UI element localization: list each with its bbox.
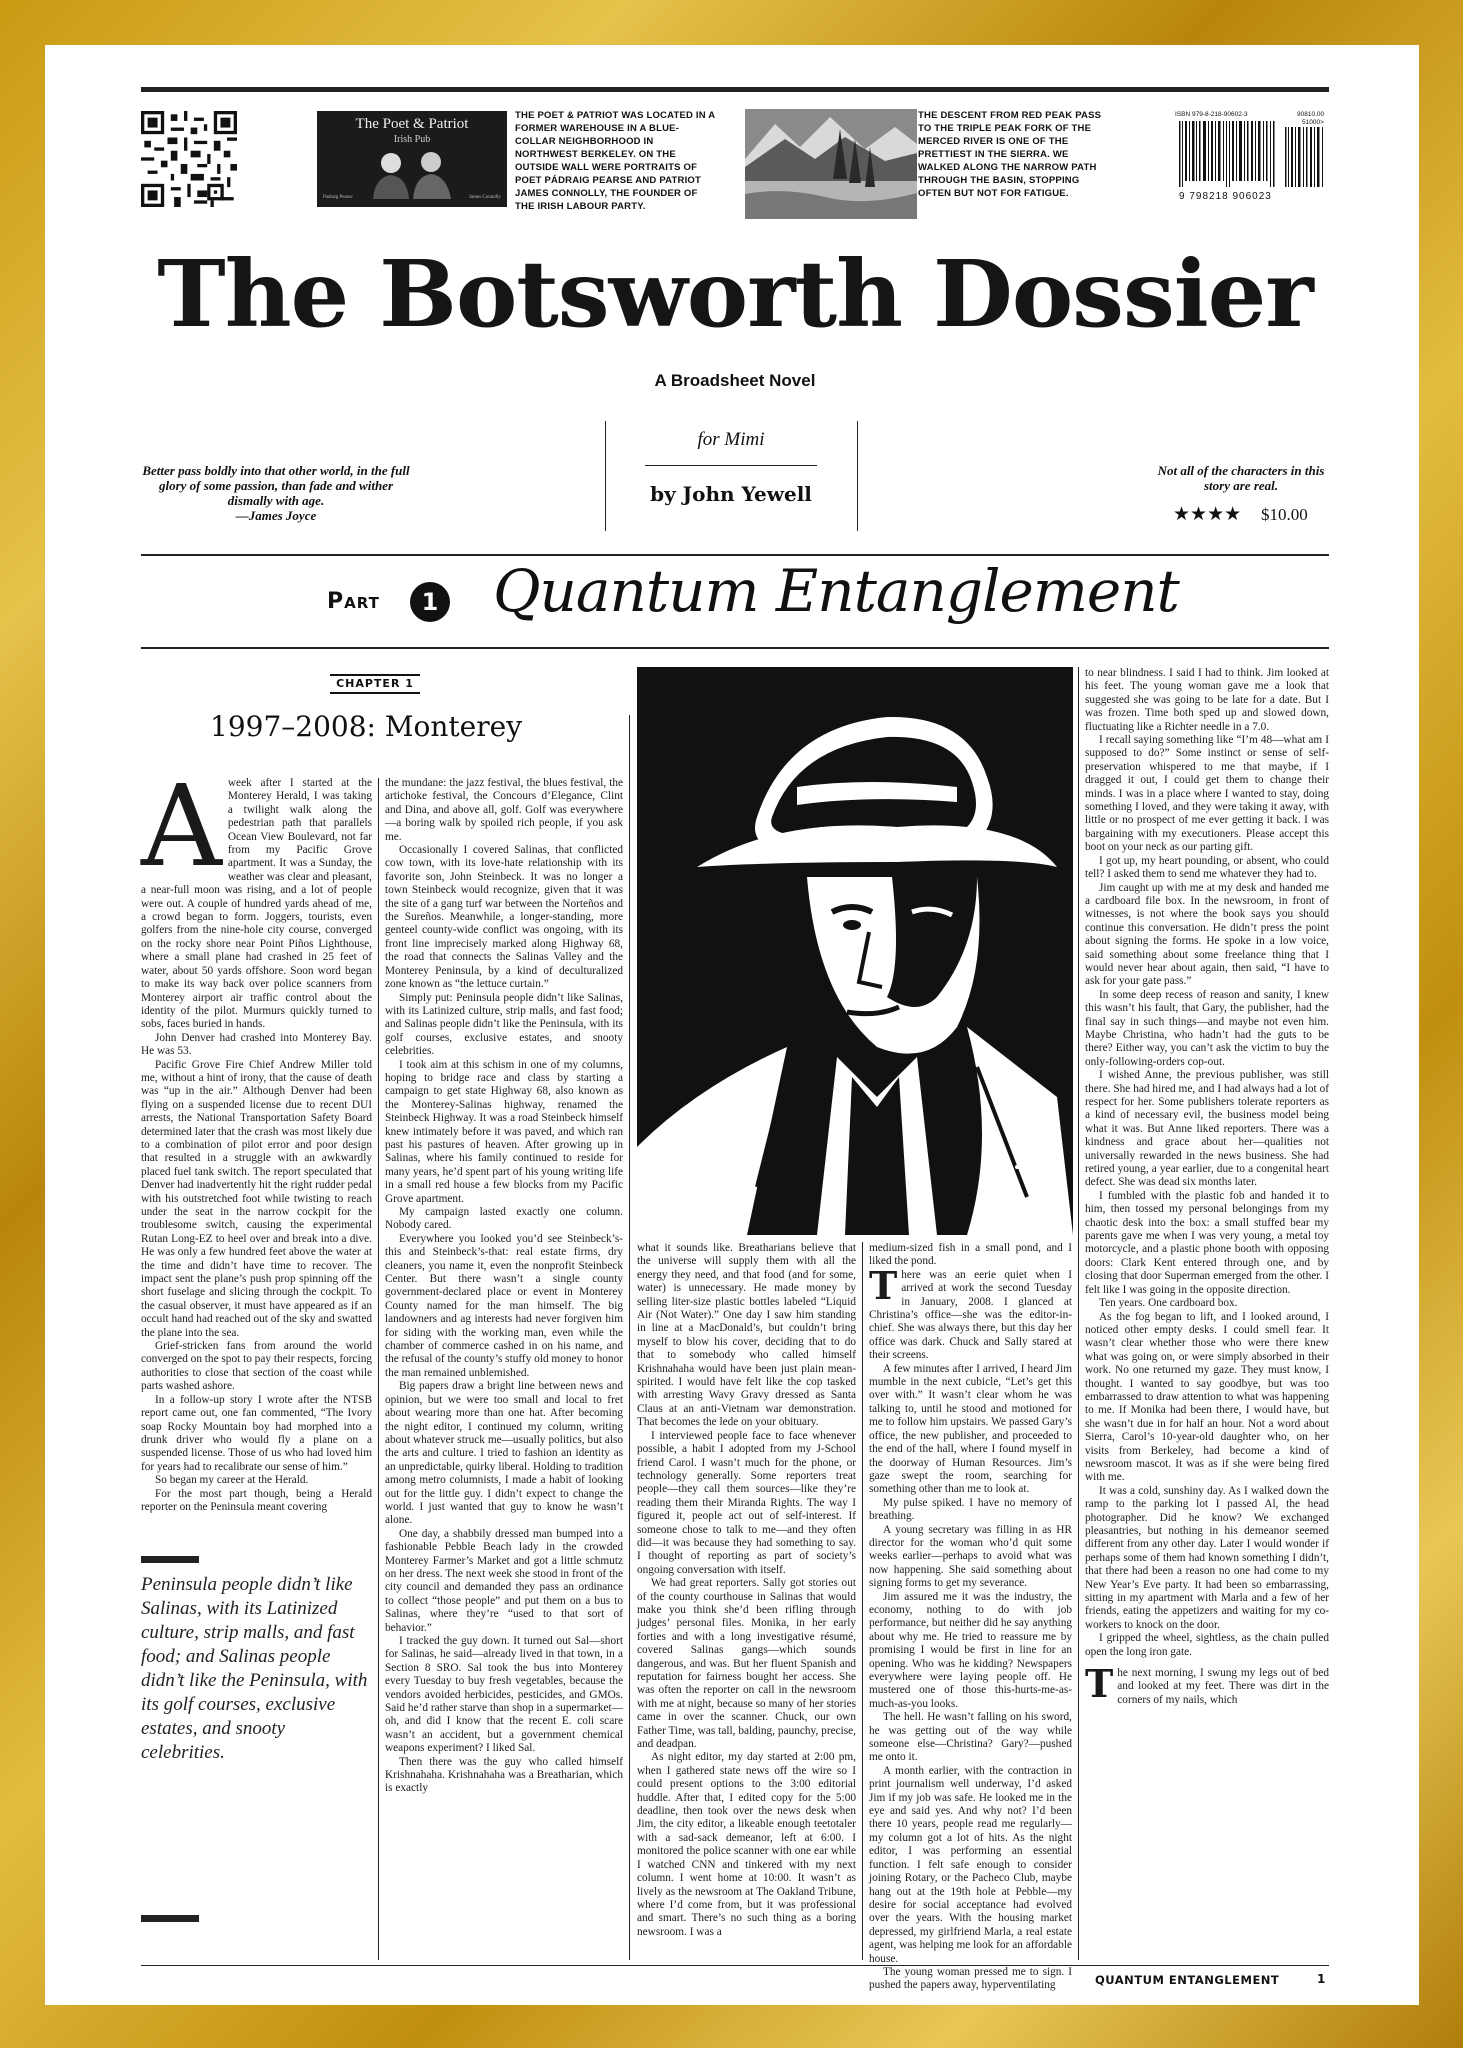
chapter-title: 1997–2008: Monterey (210, 710, 523, 743)
paragraph: Ten years. One cardboard box. (1099, 1297, 1238, 1310)
drop-cap-a: A (141, 762, 222, 892)
column-divider-3 (1078, 667, 1079, 1960)
barcode-digits: 9 798218 906023 (1179, 191, 1272, 202)
pub-sign-title: The Poet & Patriot (355, 116, 469, 132)
paragraph: Simply put: Peninsula people didn’t like Salinas, with its Latinized culture, strip malls, and fast food; and Salinas people didn’t like the Peninsula, with its golf courses, exclusive estates, and snooty celebrities. (385, 991, 623, 1058)
part-number-badge: 1 (410, 582, 450, 622)
qr-code-icon (141, 111, 237, 207)
isbn-barcode (1175, 111, 1335, 211)
pullquote-top-bar (141, 1556, 199, 1563)
portrait-pair-icon (367, 147, 457, 199)
part-title: Quantum Entanglement (493, 557, 1179, 625)
paragraph: Pacific Grove Fire Chief Andrew Miller told me, without a hint of irony, that the cause of death was “up in the air.” Although Denver had been flying on a suspended license due to recent DUI arrests, the National Transportation Safety Board determined later that the crash was most likely due to a combination of pilot error and poor design that resulted in a struggle with an awkwardly placed fuel tank switch. The report speculated that Denver had inadvertently hit the right rudder pedal with his outstretched foot while twisting to reach under the seat in the narrow cockpit for the troublesome switch, causing the experimental Rutan Long-EZ to heel over and break into a dive. He was only a few hundred feet above the water at the time and didn’t have time to recover. The impact sent the plane’s push prop spinning off the short fuselage and slicing through the cockpit. To the casual observer, it must have appeared as if an occult hand had reached out of the sky and swatted the plane into the sea. (141, 1058, 372, 1339)
pub-sign-left-name: Padraig Pearse (323, 195, 353, 200)
part-top-rule (141, 554, 1329, 556)
star-rating: ★★★★ (1173, 504, 1242, 525)
column-divider-2 (629, 715, 630, 1960)
top-rule (141, 87, 1329, 92)
paragraph: I fumbled with the plastic fob and handed it to him, then tossed my personal belongings from my chaotic desk into the box: a small stuffed bear my parents gave me when I was very young, a metal toy motorcycle, and a plastic phone booth with opposing doors: Clark Kent entered through one, and by closing that door Superman emerged from the other. I felt like I was going in the opposite direction. (1085, 1189, 1329, 1296)
drop-cap-t-2: T (1085, 1661, 1114, 1707)
paragraph: In some deep recess of reason and sanity, I knew this wasn’t his fault, that Gary, the publisher, had the final say in such things—and maybe not even him. Maybe Christina, who hadn’t had the guts to be there? Either way, you can’t ask the victim to buy the only-following-orders cop-out. (1085, 988, 1329, 1068)
section-break-paragraph (1085, 1661, 1329, 1707)
paragraph: here was an eerie quiet when I arrived at work the second Tuesday in January, 2008. I glanced at Christina’s office—she was the editor-in-chief. She was always there, but this day her office was dark. Chuck and Sally stared at their screens. (869, 1268, 1072, 1362)
epigraph-attribution: —James Joyce (235, 508, 317, 523)
paragraph: I wished Anne, the previous publisher, was still there. She had hired me, and I had always had a lot of respect for her. Some publishers tolerate reporters as a kind of necessary evil, the business model being what it was. But Anne liked reporters. There was a kindness and grace about her—qualities not universally rewarded in the news business. She had retired young, a year earlier, due to a congenital heart defect. She was dead six months later. (1085, 1069, 1329, 1189)
noir-detective-illustration (637, 667, 1073, 1235)
masthead-subtitle: A Broadsheet Novel (654, 371, 816, 390)
running-head: QUANTUM ENTANGLEMENT (1095, 1973, 1280, 1987)
paragraph: Jim assured me it was the industry, the economy, nothing to do with job performance, but neither did he say anything about why me. He tried to reassure me by promising I would be first in line for an opening. Who was he kidding? Newspapers everywhere were laying people off. He mustered one of those this-hurts-me-as-much-as-you looks. (869, 1590, 1072, 1710)
paragraph-tail: he next morning, I swung my legs out of bed and looked at my feet. There was dirt in the corners of my nails, which (1117, 1667, 1329, 1706)
barcode-icon (1175, 121, 1335, 191)
chapter-label: CHAPTER 1 (330, 674, 420, 694)
paragraph: The hell. He wasn’t falling on his sword, he was getting out of the way while someone else—Christina? Gary?—pushed me onto it. (869, 1711, 1072, 1764)
paragraph: For the most part though, being a Herald reporter on the Peninsula meant covering (141, 1487, 372, 1513)
epigraph (141, 463, 411, 523)
byline-left-rule (605, 421, 606, 531)
paragraph: I recall saying something like “I’m 48—what am I supposed to do?” Some instinct or sense of self-preservation whispered to me that maybe, if I dragged it out, I could get them to change their minds. I was in a place where I wanted to stay, doing something I loved, and they were taking it away, with little or no prospect of me ever getting it back. I was bargaining with my executioners. Please accept this boot on your neck as our parting gift. (1085, 734, 1329, 854)
paragraph: As the fog began to lift, and I looked around, I noticed other empty desks. I could smell fear. It wasn’t clear whether those who were there knew what was going on, or were simply absorbed in their work. No one returned my gaze. They must know, I thought. I wanted to say goodbye, but was too embarrassed to draw attention to what was happening to me. If Monika had been there, I would have, but she wasn’t due in for half an hour. Not a word about Sierra, Carol’s 10-year-old daughter who, on her visits from Berkeley, had become a kind of newsroom mascot. It was as if she were being fired with me. (1085, 1310, 1329, 1484)
part-bottom-rule (141, 647, 1329, 649)
paragraph: I got up, my heart pounding, or absent, who could tell? I asked them to send me whatever they had to. (1085, 854, 1329, 881)
column-divider-3b (862, 1242, 863, 1960)
paragraph: As night editor, my day started at 2:00 pm, when I gathered state news off the wire so I could present options to the 3:00 editorial huddle. After that, I edited copy for the 5:00 deadline, then took over the news desk when Jim, the city editor, a likeable enough teetotaler with a sad-sack demeanor, left at 6:00. I monitored the police scanner with one ear while I watched CNN and tinkered with my next column. I went home at 10:00. It wasn’t as lively as the newsroom at The Oakland Tribune, where I’d come from, but it was professional and smart. There’s no such thing as a boring newsroom. I was a (637, 1751, 856, 1938)
paragraph: In a follow-up story I wrote after the NTSB report came out, one fan commented, “The Ivory soap Rocky Mountain boy had morphed into a drunk driver who would fly a plane on a suspended license. Those of us who had loved him for years had to recalibrate our sense of him.” (141, 1393, 372, 1473)
pull-quote: Peninsula people didn’t like Salinas, with its Latinized culture, strip malls, and fast food; and Salinas people didn’t like the Peninsula, with its golf courses, exclusive estates, and snooty celebrities. (141, 1574, 368, 1763)
paragraph: Grief-stricken fans from around the world converged on the spot to pay their respects, forcing authorities to close that section of the coast while parts washed ashore. (141, 1340, 372, 1393)
paragraph: I interviewed people face to face whenever possible, a habit I adopted from my J-School friend Carol. I wasn’t much for the phone, or technology generally. Some reporters treat people—they call them sources—like they’re reading them their Miranda Rights. The way I figured it, people act out of self-interest. If someone chose to talk to me—and they often did—it was because they had something to say. I thought of reporting as part of society’s ongoing conversation with itself. (637, 1429, 856, 1576)
pullquote-bottom-bar (141, 1915, 199, 1922)
broadsheet-page (45, 45, 1419, 2005)
paragraph: Occasionally I covered Salinas, that conflicted cow town, with its love-hate relationship with its favorite son, John Steinbeck. It was no longer a town Steinbeck would recognize, given that it was the site of a gang turf war between the Norteños and the Sureños. Meanwhile, a longer-standing, more genteel county-wide conflict was ongoing, with its front line imprecisely marked along Highway 68, the road that connects the Salinas Valley and the Monterey Peninsula, by a kind of deculturalized zone known as “the lettuce curtain.” (385, 844, 623, 991)
epigraph-text: Better pass boldly into that other world, in the full glory of some passion, than fade and wither dismally with age. (142, 463, 410, 508)
pub-sign-right-name: James Connolly (468, 195, 501, 200)
paragraph: So began my career at the Herald. (155, 1474, 309, 1487)
paragraph: Everywhere you looked you’d see Steinbeck’s-this and Steinbeck’s-that: real estate firms, dry cleaners, you name it, even the nonprofit Steinbeck Center. But there wasn’t a single county government-declared place or event in Monterey County named for the man himself. The big landowners and ag interests had never forgiven him for siding with the working man, even while the chamber of commerce cashed in on his name, and the refusal of the county’s stuffy old money to honor the man remained unblemished. (385, 1232, 623, 1379)
dedication: for Mimi (697, 429, 765, 450)
paragraph: Then there was the guy who called himself Krishnahaha. Krishnahaha was a Breatharian, which is exactly (385, 1755, 623, 1795)
masthead-title: The Botsworth Dossier (157, 240, 1313, 348)
paragraph: My campaign lasted exactly one column. Nobody cared. (385, 1206, 623, 1232)
paragraph: week after I started at the Monterey Herald, I was taking a twilight walk along the pedestrian path that parallels Ocean View Boulevard, not far from my Pacific Grove apartment. It was a Sunday, the weather was clear and pleasant, a near-full moon was rising, and a lot of people were out. A couple of hundred yards ahead of me, a crowd began to form. Joggers, tourists, even golfers from the nine-hole city course, converged on the rocky shore near Point Piños Lighthouse, where a small plane had crashed in 25 feet of water, about 50 yards offshore. Soon word began to make its way back over police scanners from Monterey airport air traffic control about the identity of the pilot. Murmurs quickly turned to sobs, faces buried in hands. (141, 777, 372, 1031)
paragraph: One day, a shabbily dressed man bumped into a fashionable Pebble Beach lady in the crowded Monterey Farmer’s Market and got a little schmutz on her dress. The next week she stood in front of the city council and demanded they pass an ordinance to collect “those people” and put them on a bus to Salinas, where they’re “used to that sort of behavior.” (385, 1527, 623, 1634)
drop-cap-t: T (869, 1262, 898, 1308)
column-divider-1 (378, 778, 379, 1960)
paragraph: I took aim at this schism in one of my columns, hoping to bridge race and class by starting a campaign to get state Highway 68, also known as the Monterey-Salinas highway, renamed the Steinbeck Highway. It was a road Steinbeck himself knew intimately before it was paved, and which ran past his pastures of heaven. After growing up in Salinas, where his family continued to reside for many years, he’d spent part of his young writing life in a small red house a few blocks from my Pacific Grove apartment. (385, 1058, 623, 1205)
paragraph: It was a cold, sunshiny day. As I walked down the ramp to the parking lot I passed Al, the head photographer. Did he know? We exchanged pleasantries, but nothing in his demeanor seemed different from any other day. Later I would wonder if perhaps some of them had known something I didn’t, that there had been a reason no one had come to my New Year’s Eve party. It had been so embarrassing, sitting in my apartment with Marla and a few of her friends, eating the appetizers and waiting for my co-workers to knock on the door. (1085, 1484, 1329, 1631)
paragraph: A young secretary was filling in as HR director for the woman who’d quit some weeks earlier—perhaps to avoid what was now happening. She said something about signing forms to get my severance. (869, 1523, 1072, 1590)
column-2 (385, 777, 623, 1960)
paragraph: Big papers draw a bright line between news and opinion, but we were too small and local to fret about wearing more than one hat. After becoming the night editor, I continued my column, writing about whatever struck me—usually politics, but also the arts and culture. I tried to fashion an identity as an unpredictable, quirky liberal. Holding to tradition among metro columnists, I made a habit of looking out for the little guy. I didn’t expect to change the world. I just wanted that guy to know he wasn’t alone. (385, 1380, 623, 1527)
paragraph: We had great reporters. Sally got stories out of the county courthouse in Salinas that would make you think she’d been rifling through judges’ personal files. Monika, in her early forties and with a long investigative résumé, covered Salinas gangs—which sounds dangerous, and was. But her fluent Spanish and reputation for fairness bought her access. She was often the reporter on call in the newsroom with me at night, because so many of her stories came in over the scanner. Chuck, our own Father Time, was tall, balding, paunchy, precise, and deadpan. (637, 1577, 856, 1751)
byline-right-rule (857, 421, 858, 531)
column-5 (1085, 667, 1329, 1960)
page-number: 1 (1317, 1972, 1326, 1986)
column-4 (869, 1242, 1072, 1992)
mountain-lake-image (745, 109, 917, 219)
byline-divider (645, 465, 817, 466)
isbn-text: ISBN 979-8-218-90602-3 (1175, 111, 1248, 118)
paragraph: I tracked the guy down. It turned out Sal—short for Salinas, he said—already lived in that town, in a Section 8 SRO. Sal took the bus into Monterey every Tuesday to buy fresh vegetables, because the vendors avoided herbicides, pesticides, and GMOs. Said he’d rather starve than shop in a supermarket—oh, and did I know that the recent E. coli scare wasn’t an accident, but a government chemical weapons experiment? I liked Sal. (385, 1635, 623, 1755)
disclaimer: Not all of the characters in this story are real. (1157, 463, 1325, 493)
price: $10.00 (1261, 505, 1308, 524)
footer-rule (141, 1965, 1329, 1966)
column-3 (637, 1242, 856, 1960)
pub-sign-image (317, 111, 507, 207)
column-1 (141, 762, 372, 1542)
paragraph: what it sounds like. Breatharians believe that the universe will supply them with all the energy they need, and that food (and for some, water) is unnecessary. He made money by selling liter-size plastic bottles labeled “Liquid Air (Not Water).” One day I saw him standing in line at a MacDonald’s, but couldn’t bring myself to blow his cover, deciding that to do that to somebody who called himself Krishnahaha would have been just plain mean-spirited. I would have felt like the cop tasked with arresting Wavy Gravy dressed as Santa Claus at an anti-Vietnam war demonstration. That becomes the lede on your obituary. (637, 1242, 856, 1429)
paragraph: John Denver had crashed into Monterey Bay. He was 53. (141, 1031, 372, 1058)
part-label: Part (327, 589, 380, 614)
paragraph: A few minutes after I arrived, I heard Jim mumble in the next cubicle, “Let’s get this over with.” It wasn’t clear whom he was talking to, until he stood and motioned for me to follow him upstairs. We passed Gary’s office, the new publisher, and proceeded to the end of the hall, where I found myself in the doorway of Human Resources. Jim’s gaze swept the room, searching for something other than me to look at. (869, 1362, 1072, 1496)
barcode-addon: 51000> (1302, 119, 1324, 126)
paragraph: I gripped the wheel, sightless, as the chain pulled open the long iron gate. (1085, 1632, 1329, 1658)
byline: by John Yewell (650, 482, 812, 506)
paragraph: The young woman pressed me to sign. I pushed the papers away, hyperventilating (869, 1965, 1072, 1992)
pub-caption: THE POET & PATRIOT WAS LOCATED IN A FORMER WAREHOUSE IN A BLUE-COLLAR NEIGHBORHOOD IN NORTHWEST BERKELEY. ON THE OUTSIDE WALL WERE PORTRAITS OF POET PÁDRAIG PEARSE AND PATRIOT JAMES CONNOLLY, THE FOUNDER OF THE IRISH LABOUR PARTY. (515, 110, 715, 212)
mountain-caption: THE DESCENT FROM RED PEAK PASS TO THE TRIPLE PEAK FORK OF THE MERCED RIVER IS ONE OF THE PRETTIEST IN THE SIERRA. WE WALKED ALONG THE NARROW PATH THROUGH THE BASIN, STOPPING OFTEN BUT NOT FOR FATIGUE. (918, 110, 1102, 199)
paragraph: the mundane: the jazz festival, the blues festival, the artichoke festival, the Concours d’Elegance, Clint and Dina, and above all, golf. Golf was everywhere—a boring walk by spoiled rich people, if you ask me. (385, 777, 623, 843)
isbn-price: 90810.00 (1297, 111, 1325, 118)
paragraph: medium-sized fish in a small pond, and I liked the pond. (869, 1242, 1072, 1268)
paragraph: A month earlier, with the contraction in print journalism well underway, I’d asked Jim if my job was safe. He looked me in the eye and said yes. And why not? I’d been there 10 years, people read me regularly—my column got a lot of hits. As the night editor, I was performing an essential function. I felt safe enough to consider joining Rotary, or the Pacheco Club, maybe hang out at the 19th hole at Pebble—my desire for social acceptance had evolved over the years. With the housing market depressed, my girlfriend Marla, a real estate agent, was helping me look for an affordable house. (869, 1764, 1072, 1965)
pub-sign-subtitle: Irish Pub (393, 134, 431, 145)
paragraph: Jim caught up with me at my desk and handed me a cardboard file box. In the newsroom, in front of witnesses, is not where the book says you should continue this conversation. He didn’t press the point about signing the forms. He spoke in a low voice, said something about some freelance thing that I would never hear about again, then said, “I have to ask for your gate pass.” (1085, 881, 1329, 988)
paragraph: My pulse spiked. I have no memory of breathing. (869, 1496, 1072, 1523)
paragraph: to near blindness. I said I had to think. Jim looked at his feet. The young woman gave me a look that suggested she was going to be late for a date. But I was frozen. Time both sped up and slowed down, fluctuating like a Richter needle in a 7.0. (1085, 667, 1329, 733)
